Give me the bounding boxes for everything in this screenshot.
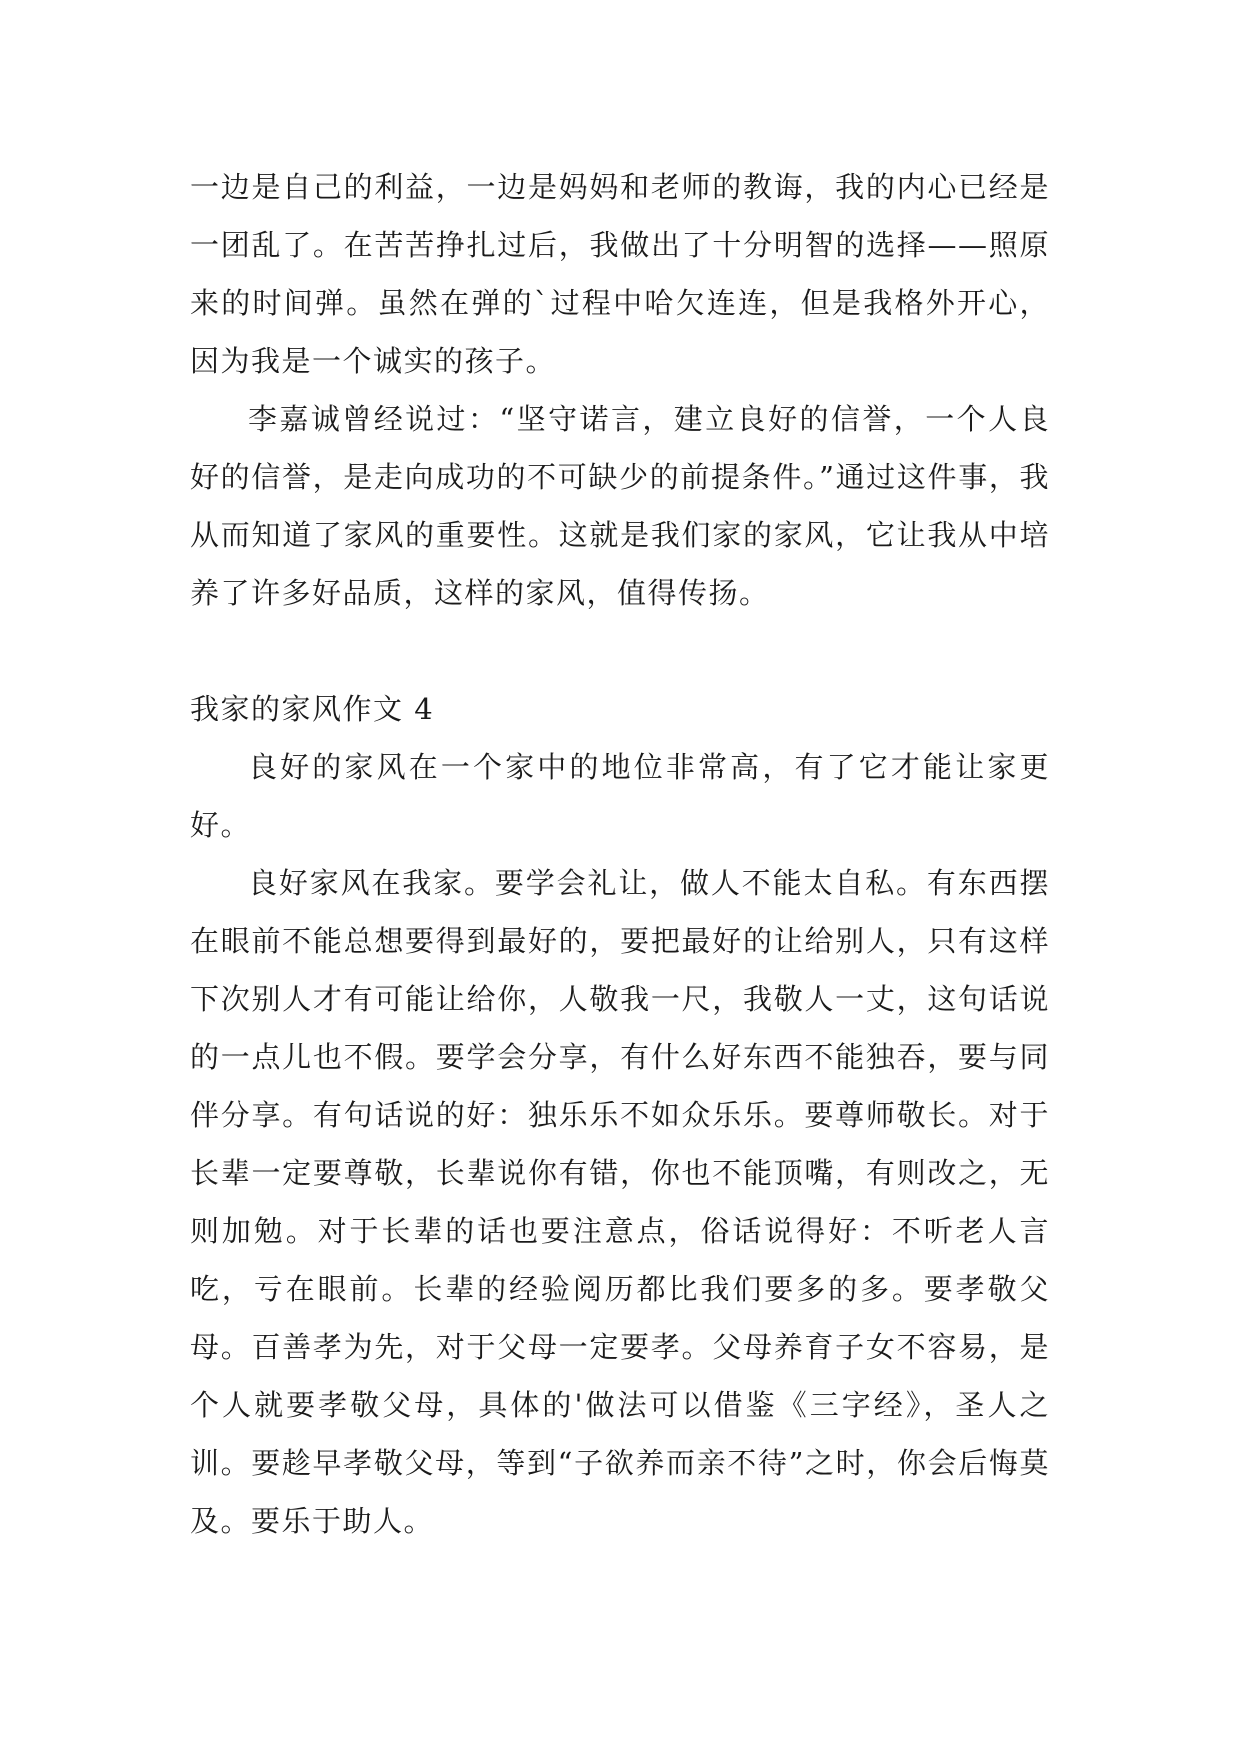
section-title: 我家的家风作文 4 [190, 692, 435, 726]
paragraph-quote: 李嘉诚曾经说过：“坚守诺言，建立良好的信誉，一个人良好的信誉，是走向成功的不可缺少的前提条件。”通过这件事，我从而知道了家风的重要性。这就是我们家的家风，它让我从中培养了许多好品质，这样的家风，值得传扬。 [190, 402, 1050, 610]
document-body [190, 158, 1050, 1550]
paragraph-intro: 良好的家风在一个家中的地位非常高，有了它才能让家更好。 [190, 750, 1050, 842]
paragraph-continuation: 一边是自己的利益，一边是妈妈和老师的教诲，我的内心已经是一团乱了。在苦苦挣扎过后，我做出了十分明智的选择——照原来的时间弹。虽然在弹的`过程中哈欠连连，但是我格外开心，因为我是一个诚实的孩子。 [190, 170, 1050, 378]
paragraph-body: 良好家风在我家。要学会礼让，做人不能太自私。有东西摆在眼前不能总想要得到最好的，要把最好的让给别人，只有这样下次别人才有可能让给你，人敬我一尺，我敬人一丈，这句话说的一点儿也不假。要学会分享，有什么好东西不能独吞，要与同伴分享。有句话说的好：独乐乐不如众乐乐。要尊师敬长。对于长辈一定要尊敬，长辈说你有错，你也不能顶嘴，有则改之，无则加勉。对于长辈的话也要注意点，俗话说得好：不听老人言吃，亏在眼前。长辈的经验阅历都比我们要多的多。要孝敬父母。百善孝为先，对于父母一定要孝。父母养育子女不容易，是个人就要孝敬父母，具体的'做法可以借鉴《三字经》，圣人之训。要趁早孝敬父母，等到“子欲养而亲不待”之时，你会后悔莫及。要乐于助人。 [190, 866, 1050, 1538]
